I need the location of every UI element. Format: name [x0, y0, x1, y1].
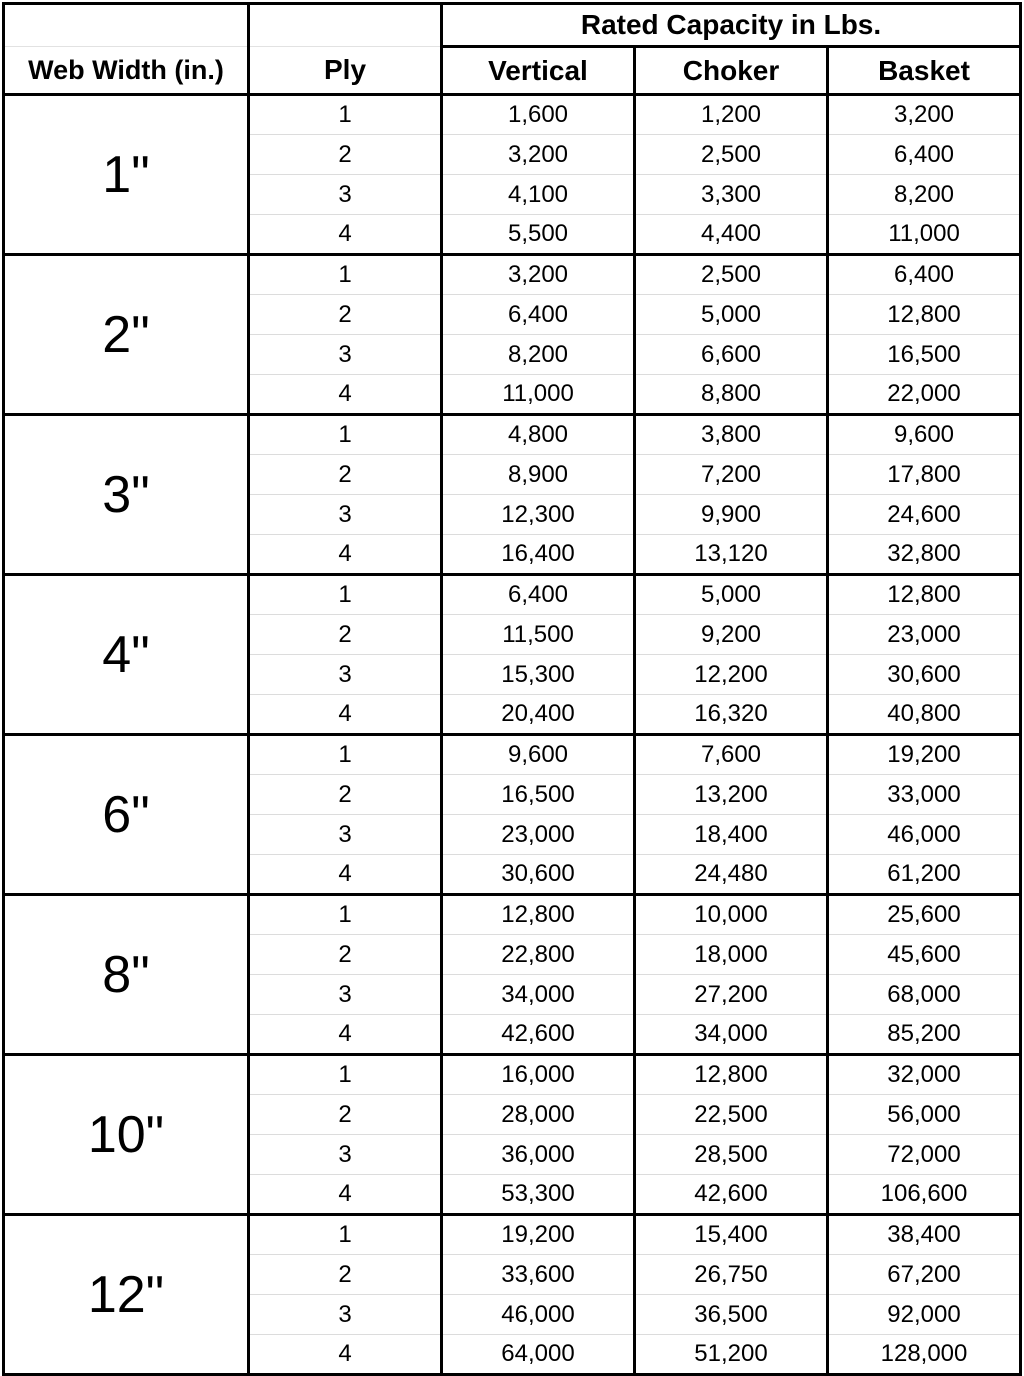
choker-cell: 34,000 [635, 1015, 828, 1055]
choker-cell: 36,500 [635, 1295, 828, 1335]
ply-cell: 2 [249, 935, 442, 975]
vertical-cell: 20,400 [442, 695, 635, 735]
table-row [4, 895, 1021, 935]
basket-cell: 61,200 [828, 855, 1021, 895]
choker-cell: 18,000 [635, 935, 828, 975]
vertical-cell: 28,000 [442, 1095, 635, 1135]
choker-cell: 3,300 [635, 175, 828, 215]
vertical-cell: 16,000 [442, 1055, 635, 1095]
header-blank-ply [249, 4, 442, 47]
vertical-cell: 34,000 [442, 975, 635, 1015]
choker-cell: 22,500 [635, 1095, 828, 1135]
choker-header: Choker [635, 47, 828, 95]
basket-cell: 24,600 [828, 495, 1021, 535]
web-width-cell: 6" [4, 735, 249, 895]
vertical-cell: 3,200 [442, 255, 635, 295]
ply-cell: 4 [249, 215, 442, 255]
table-row [4, 95, 1021, 135]
table-row [4, 415, 1021, 455]
web-width-cell: 10" [4, 1055, 249, 1215]
ply-cell: 1 [249, 895, 442, 935]
basket-cell: 6,400 [828, 135, 1021, 175]
choker-cell: 15,400 [635, 1215, 828, 1255]
table-row [4, 1055, 1021, 1095]
vertical-cell: 16,500 [442, 775, 635, 815]
rated-capacity-header: Rated Capacity in Lbs. [442, 4, 1021, 47]
choker-cell: 7,200 [635, 455, 828, 495]
vertical-cell: 46,000 [442, 1295, 635, 1335]
basket-cell: 106,600 [828, 1175, 1021, 1215]
basket-cell: 19,200 [828, 735, 1021, 775]
choker-cell: 7,600 [635, 735, 828, 775]
ply-cell: 1 [249, 1215, 442, 1255]
choker-cell: 13,120 [635, 535, 828, 575]
choker-cell: 2,500 [635, 135, 828, 175]
choker-cell: 2,500 [635, 255, 828, 295]
ply-cell: 3 [249, 975, 442, 1015]
table-header [4, 4, 1021, 95]
choker-cell: 28,500 [635, 1135, 828, 1175]
vertical-cell: 4,100 [442, 175, 635, 215]
vertical-cell: 11,500 [442, 615, 635, 655]
basket-cell: 3,200 [828, 95, 1021, 135]
vertical-cell: 9,600 [442, 735, 635, 775]
choker-cell: 9,200 [635, 615, 828, 655]
choker-cell: 13,200 [635, 775, 828, 815]
basket-cell: 11,000 [828, 215, 1021, 255]
vertical-cell: 4,800 [442, 415, 635, 455]
vertical-cell: 3,200 [442, 135, 635, 175]
vertical-cell: 11,000 [442, 375, 635, 415]
ply-cell: 1 [249, 415, 442, 455]
choker-cell: 42,600 [635, 1175, 828, 1215]
vertical-cell: 8,200 [442, 335, 635, 375]
web-width-cell: 12" [4, 1215, 249, 1375]
basket-cell: 72,000 [828, 1135, 1021, 1175]
basket-cell: 68,000 [828, 975, 1021, 1015]
basket-cell: 23,000 [828, 615, 1021, 655]
basket-cell: 40,800 [828, 695, 1021, 735]
choker-cell: 12,200 [635, 655, 828, 695]
choker-cell: 5,000 [635, 575, 828, 615]
web-width-header: Web Width (in.) [4, 47, 249, 95]
ply-cell: 4 [249, 1175, 442, 1215]
choker-cell: 24,480 [635, 855, 828, 895]
ply-cell: 4 [249, 695, 442, 735]
basket-cell: 46,000 [828, 815, 1021, 855]
ply-cell: 3 [249, 1135, 442, 1175]
ply-cell: 2 [249, 295, 442, 335]
choker-cell: 12,800 [635, 1055, 828, 1095]
basket-cell: 85,200 [828, 1015, 1021, 1055]
basket-cell: 32,000 [828, 1055, 1021, 1095]
ply-cell: 3 [249, 655, 442, 695]
ply-cell: 2 [249, 1095, 442, 1135]
ply-cell: 4 [249, 375, 442, 415]
ply-cell: 1 [249, 95, 442, 135]
table-row [4, 1215, 1021, 1255]
choker-cell: 27,200 [635, 975, 828, 1015]
vertical-cell: 19,200 [442, 1215, 635, 1255]
ply-cell: 1 [249, 1055, 442, 1095]
vertical-cell: 64,000 [442, 1335, 635, 1375]
ply-cell: 2 [249, 615, 442, 655]
vertical-cell: 16,400 [442, 535, 635, 575]
choker-cell: 5,000 [635, 295, 828, 335]
table-row [4, 735, 1021, 775]
vertical-cell: 36,000 [442, 1135, 635, 1175]
web-width-cell: 3" [4, 415, 249, 575]
vertical-cell: 12,300 [442, 495, 635, 535]
choker-cell: 10,000 [635, 895, 828, 935]
vertical-cell: 53,300 [442, 1175, 635, 1215]
vertical-cell: 42,600 [442, 1015, 635, 1055]
vertical-cell: 22,800 [442, 935, 635, 975]
vertical-cell: 23,000 [442, 815, 635, 855]
web-width-cell: 1" [4, 95, 249, 255]
ply-cell: 2 [249, 1255, 442, 1295]
ply-cell: 4 [249, 1015, 442, 1055]
choker-cell: 3,800 [635, 415, 828, 455]
basket-cell: 38,400 [828, 1215, 1021, 1255]
ply-cell: 3 [249, 1295, 442, 1335]
header-row-group [4, 4, 1021, 47]
vertical-cell: 5,500 [442, 215, 635, 255]
basket-cell: 8,200 [828, 175, 1021, 215]
choker-cell: 16,320 [635, 695, 828, 735]
basket-cell: 22,000 [828, 375, 1021, 415]
basket-cell: 45,600 [828, 935, 1021, 975]
ply-cell: 3 [249, 175, 442, 215]
web-width-cell: 2" [4, 255, 249, 415]
basket-cell: 30,600 [828, 655, 1021, 695]
vertical-cell: 15,300 [442, 655, 635, 695]
vertical-header: Vertical [442, 47, 635, 95]
ply-cell: 4 [249, 535, 442, 575]
basket-cell: 17,800 [828, 455, 1021, 495]
choker-cell: 4,400 [635, 215, 828, 255]
ply-cell: 2 [249, 455, 442, 495]
basket-cell: 12,800 [828, 575, 1021, 615]
choker-cell: 9,900 [635, 495, 828, 535]
choker-cell: 26,750 [635, 1255, 828, 1295]
header-blank-width [4, 4, 249, 47]
basket-cell: 128,000 [880, 1340, 968, 1367]
ply-cell: 2 [249, 135, 442, 175]
basket-header: Basket [828, 47, 1021, 95]
rated-capacity-table [2, 2, 1022, 1376]
choker-cell: 8,800 [635, 375, 828, 415]
ply-cell: 1 [249, 575, 442, 615]
table-row [4, 255, 1021, 295]
basket-cell: 92,000 [828, 1295, 1021, 1335]
basket-cell: 16,500 [828, 335, 1021, 375]
ply-cell: 3 [249, 335, 442, 375]
web-width-cell: 4" [4, 575, 249, 735]
header-row-columns [4, 47, 1021, 95]
vertical-cell: 1,600 [442, 95, 635, 135]
vertical-cell: 8,900 [442, 455, 635, 495]
ply-cell: 4 [249, 1335, 442, 1375]
ply-cell: 1 [249, 735, 442, 775]
choker-cell: 51,200 [635, 1335, 828, 1375]
ply-cell: 4 [249, 855, 442, 895]
basket-cell: 6,400 [828, 255, 1021, 295]
basket-cell: 33,000 [828, 775, 1021, 815]
vertical-cell: 12,800 [442, 895, 635, 935]
basket-cell: 32,800 [828, 535, 1021, 575]
web-width-cell: 8" [4, 895, 249, 1055]
ply-cell: 2 [249, 775, 442, 815]
basket-cell: 9,600 [828, 415, 1021, 455]
basket-cell: 67,200 [828, 1255, 1021, 1295]
basket-cell: 25,600 [828, 895, 1021, 935]
ply-cell: 1 [249, 255, 442, 295]
ply-header: Ply [249, 47, 442, 95]
choker-cell: 18,400 [635, 815, 828, 855]
choker-cell: 1,200 [635, 95, 828, 135]
basket-cell: 56,000 [828, 1095, 1021, 1135]
vertical-cell: 6,400 [442, 295, 635, 335]
ply-cell: 3 [249, 815, 442, 855]
table-body [4, 95, 1021, 1375]
basket-cell: 12,800 [828, 295, 1021, 335]
vertical-cell: 6,400 [442, 575, 635, 615]
choker-cell: 6,600 [635, 335, 828, 375]
ply-cell: 3 [249, 495, 442, 535]
table-row [4, 575, 1021, 615]
vertical-cell: 30,600 [442, 855, 635, 895]
vertical-cell: 33,600 [442, 1255, 635, 1295]
